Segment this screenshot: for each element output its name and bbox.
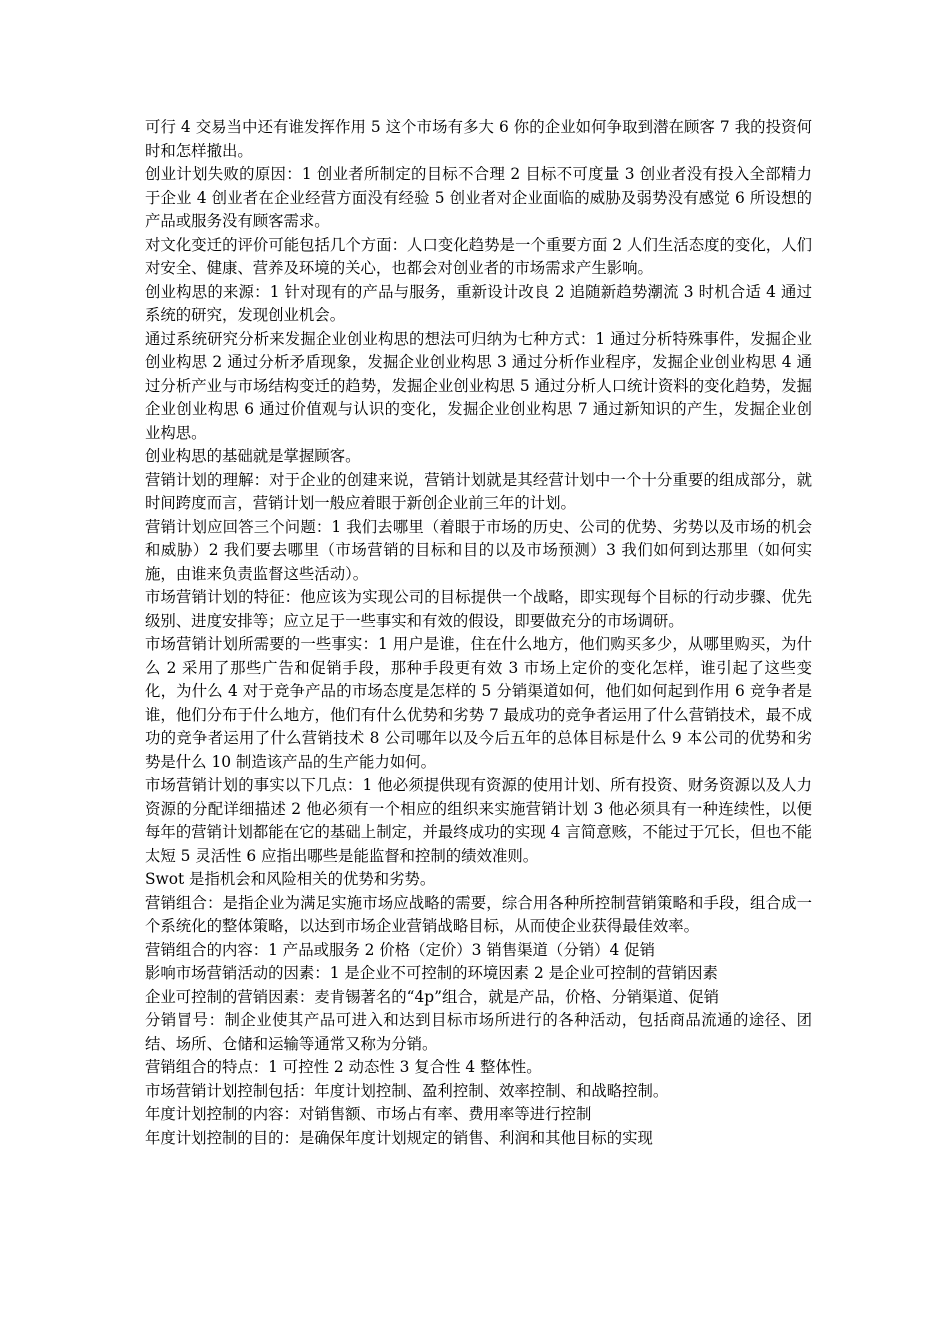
paragraph: 通过系统研究分析来发掘企业创业构思的想法可归纳为七种方式：1 通过分析特殊事件，发掘企业创业构思 2 通过分析矛盾现象，发掘企业创业构思 3 通过分析作业程序，发掘企业创业构思 4 通过分析产业与市场结构变迁的趋势，发掘企业创业构思 5 通过分析人口统计资料的变化趋势，发掘企业创业构思 6 通过价值观与认识的变化，发掘企业创业构思 7 通过新知识的产生，发掘企业创业构思。 [145,329,812,442]
paragraph: 创业构思的基础就是掌握顾客。 [145,447,361,465]
paragraph: 年度计划控制的目的：是确保年度计划规定的销售、利润和其他目标的实现 [145,1128,653,1147]
paragraph: 可行 4 交易当中还有谁发挥作用 5 这个市场有多大 6 你的企业如何争取到潜在顾客 7 我的投资何时和怎样撤出。 [145,118,812,160]
paragraph: 市场营销计划控制包括：年度计划控制、盈利控制、效率控制、和战略控制。 [145,1081,669,1100]
paragraph: 年度计划控制的内容：对销售额、市场占有率、费用率等进行控制 [145,1105,592,1123]
paragraph: 企业可控制的营销因素：麦肯锡著名的“4p”组合，就是产品，价格、分销渠道、促销 [145,987,720,1006]
document-body [145,116,812,1150]
paragraph: 创业构思的来源：1 针对现有的产品与服务，重新设计改良 2 追随新趋势潮流 3 时机合适 4 通过系统的研究，发现创业机会。 [145,282,812,324]
paragraph: 影响市场营销活动的因素：1 是企业不可控制的环境因素 2 是企业可控制的营销因素 [145,964,718,982]
paragraph: 市场营销计划的事实以下几点：1 他必须提供现有资源的使用计划、所有投资、财务资源以及人力资源的分配详细描述 2 他必须有一个相应的组织来实施营销计划 3 他必须具有一种连续性，以便每年的营销计划都能在它的基础上制定，并最终成功的实现 4 言简意赅，不能过于冗长，但也不能太短 5 灵活性 6 应指出哪些是能监督和控制的绩效准则。 [145,776,812,865]
paragraph: 营销计划应回答三个问题：1 我们去哪里（着眼于市场的历史、公司的优势、劣势以及市场的机会和威胁）2 我们要去哪里（市场营销的目标和目的以及市场预测）3 我们如何到达那里（如何实施，由谁来负责监督这些活动）。 [145,517,812,583]
paragraph: 分销冒号：制企业使其产品可进入和达到目标市场所进行的各种活动，包括商品流通的途径、团结、场所、仓储和运输等通常又称为分销。 [145,1011,812,1053]
paragraph: Swot 是指机会和风险相关的优势和劣势。 [145,870,436,888]
paragraph: 营销组合：是指企业为满足实施市场应战略的需要，综合用各种所控制营销策略和手段，组合成一个系统化的整体策略，以达到市场企业营销战略目标，从而使企业获得最佳效率。 [145,893,812,935]
paragraph: 市场营销计划所需要的一些事实：1 用户是谁，住在什么地方，他们购买多少，从哪里购买，为什么 2 采用了那些广告和促销手段，那种手段更有效 3 市场上定价的变化怎样，谁引起了这些变化，为什么 4 对于竞争产品的市场态度是怎样的 5 分销渠道如何，他们如何起到作用 6 竞争者是谁，他们分布于什么地方，他们有什么优势和劣势 7 最成功的竞争者运用了什么营销技术，最不成功的竞争者运用了什么营销技术 8 公司哪年以及今后五年的总体目标是什么 9 本公司的优势和劣势是什么 10 制造该产品的生产能力如何。 [145,635,812,771]
paragraph: 营销组合的特点：1 可控性 2 动态性 3 复合性 4 整体性。 [145,1058,542,1076]
paragraph: 市场营销计划的特征：他应该为实现公司的目标提供一个战略，即实现每个目标的行动步骤、优先级别、进度安排等；应立足于一些事实和有效的假设，即要做充分的市场调研。 [145,588,812,630]
paragraph: 营销组合的内容：1 产品或服务 2 价格（定价）3 销售渠道（分销）4 促销 [145,940,655,959]
paragraph: 营销计划的理解：对于企业的创建来说，营销计划就是其经营计划中一个十分重要的组成部分，就时间跨度而言，营销计划一般应着眼于新创企业前三年的计划。 [145,470,812,512]
paragraph: 创业计划失败的原因：1 创业者所制定的目标不合理 2 目标不可度量 3 创业者没有投入全部精力于企业 4 创业者在企业经营方面没有经验 5 创业者对企业面临的威胁及弱势没有感觉 6 所设想的产品或服务没有顾客需求。 [145,165,812,230]
paragraph: 对文化变迁的评价可能包括几个方面：人口变化趋势是一个重要方面 2 人们生活态度的变化，人们对安全、健康、营养及环境的关心，也都会对创业者的市场需求产生影响。 [145,235,812,277]
